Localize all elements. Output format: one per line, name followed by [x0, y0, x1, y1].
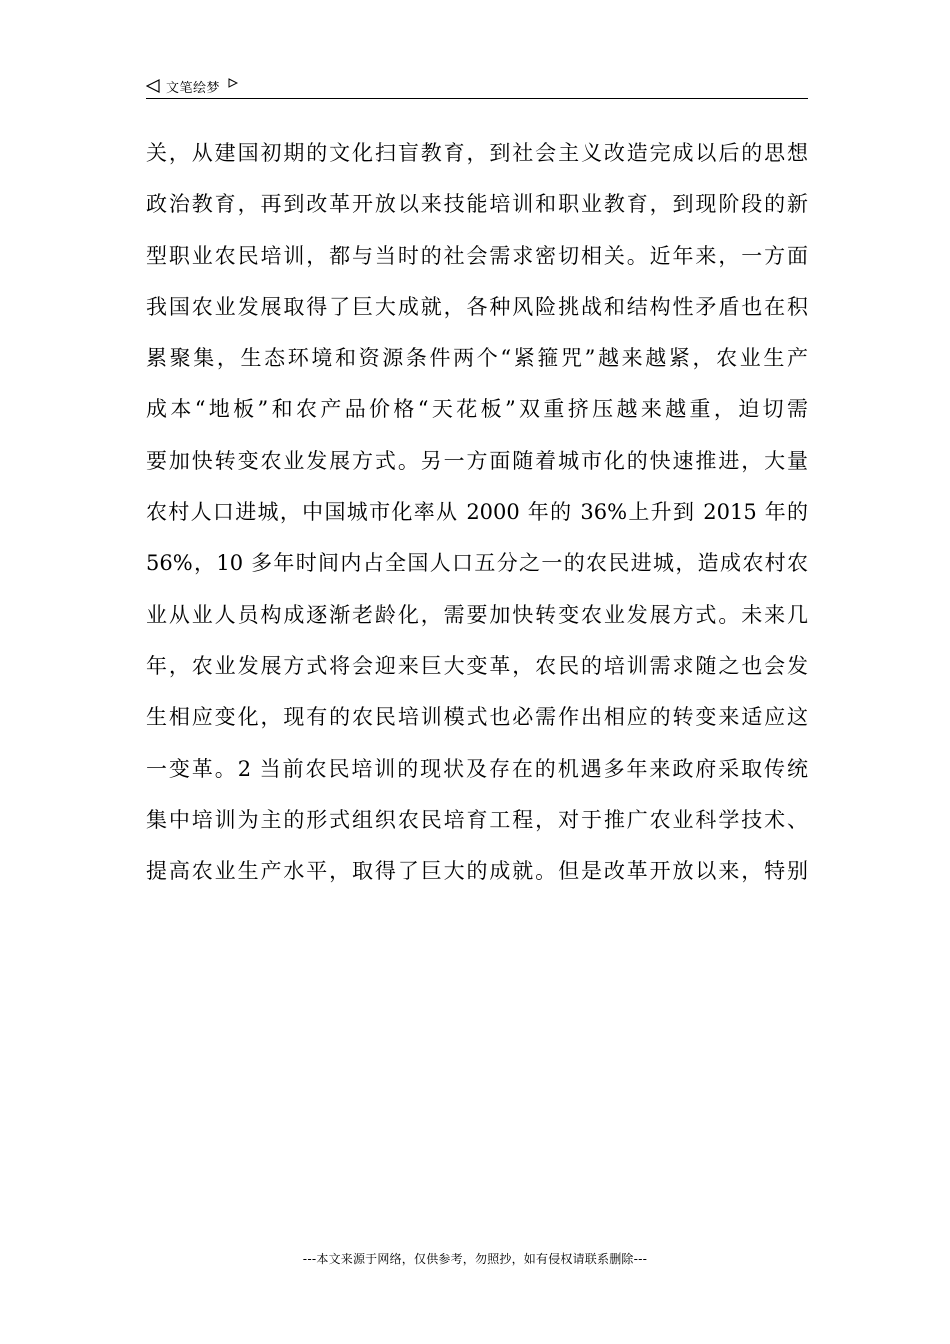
text-line: 成本“地板”和农产品价格“天花板”双重挤压越来越重，迫切需: [146, 397, 808, 422]
text-line: 56%，10 多年时间内占全国人口五分之一的农民进城，造成农村农: [146, 551, 808, 576]
text-line: 提高农业生产水平，取得了巨大的成就。但是改革开放以来，特别: [146, 859, 808, 884]
text-line: 年，农业发展方式将会迎来巨大变革，农民的培训需求随之也会发: [146, 653, 808, 678]
text-line: 关，从建国初期的文化扫盲教育，到社会主义改造完成以后的思想: [146, 141, 808, 165]
text-line: 生相应变化，现有的农民培训模式也必需作出相应的转变来适应这: [146, 705, 808, 730]
text-line: 农村人口进城，中国城市化率从 2000 年的 36%上升到 2015 年的: [146, 500, 808, 525]
text-line: 集中培训为主的形式组织农民培育工程，对于推广农业科学技术、: [146, 807, 808, 832]
body-paragraph: [146, 128, 808, 897]
text-line: 业从业人员构成逐渐老龄化，需要加快转变农业发展方式。未来几: [146, 602, 808, 627]
footer-disclaimer: ---本文来源于网络，仅供参考，勿照抄，如有侵权请联系删除---: [302, 1252, 648, 1266]
text-line: 我国农业发展取得了巨大成就，各种风险挑战和结构性矛盾也在积: [146, 294, 808, 319]
triangle-right-icon: [228, 78, 238, 88]
text-line: 政治教育，再到改革开放以来技能培训和职业教育，到现阶段的新: [146, 192, 808, 217]
header-title: 文笔绘梦: [166, 80, 221, 96]
text-line: 型职业农民培训，都与当时的社会需求密切相关。近年来，一方面: [146, 243, 808, 268]
text-line: 要加快转变农业发展方式。另一方面随着城市化的快速推进，大量: [146, 448, 808, 473]
text-line: 累聚集，生态环境和资源条件两个“紧箍咒”越来越紧，农业生产: [146, 346, 808, 371]
text-line: 一变革。2 当前农民培训的现状及存在的机遇多年来政府采取传统: [146, 756, 808, 781]
page-header: [146, 74, 808, 99]
triangle-left-icon: [146, 79, 160, 93]
